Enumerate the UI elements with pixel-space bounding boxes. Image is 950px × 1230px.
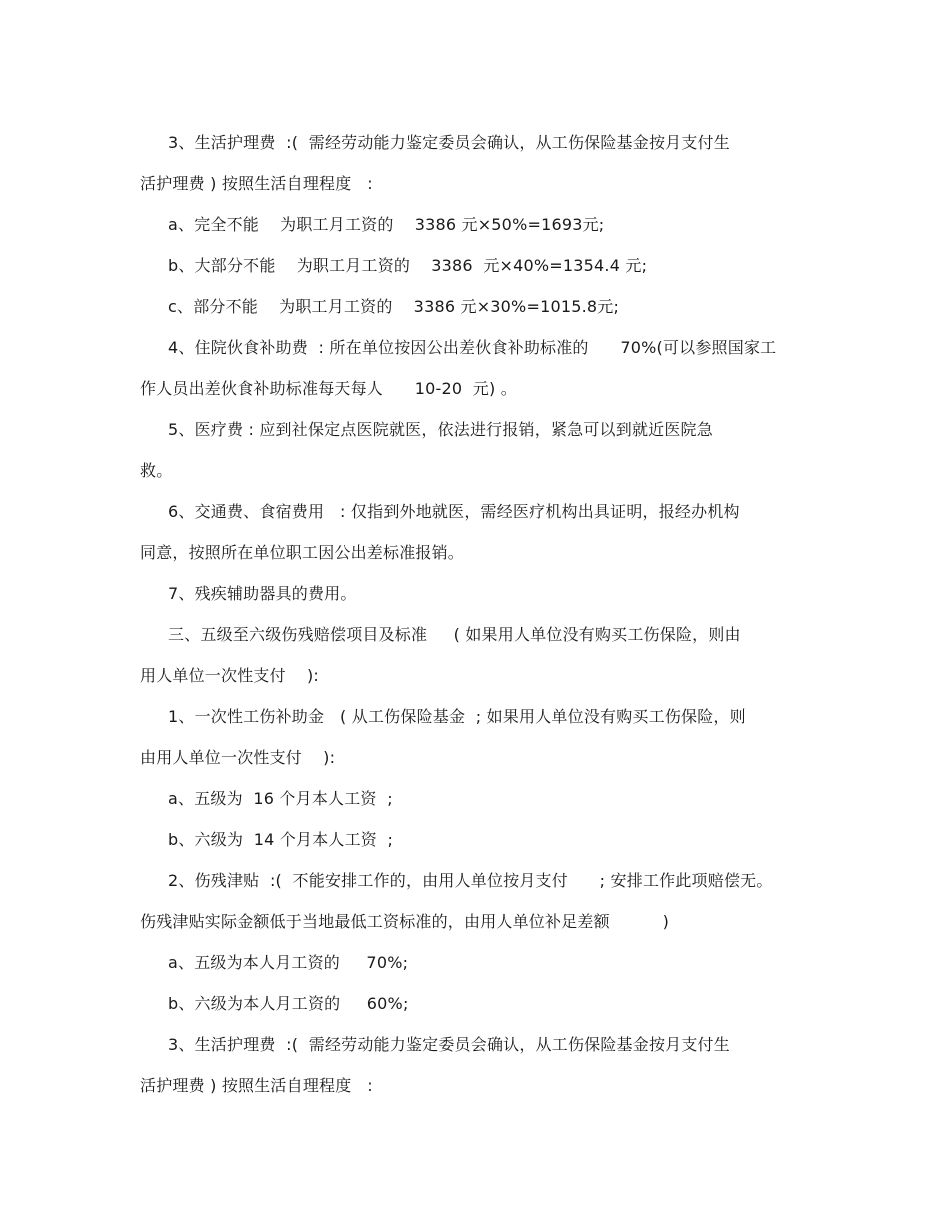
paragraph-line: 作人员出差伙食补助标准每天每人 10-20 元) 。	[140, 379, 517, 398]
list-item: b、六级为 14 个月本人工资 ;	[168, 830, 394, 849]
list-item: c、部分不能 为职工月工资的 3386 元×30%=1015.8元;	[168, 297, 620, 316]
paragraph-line: 活护理费 ) 按照生活自理程度 :	[140, 1076, 373, 1095]
list-item: a、五级为 16 个月本人工资 ;	[168, 789, 393, 808]
paragraph-line: 1、一次性工伤补助金 ( 从工伤保险基金 ; 如果用人单位没有购买工伤保险，则	[168, 707, 746, 726]
paragraph-line: 4、住院伙食补助费 : 所在单位按因公出差伙食补助标准的 70%(可以参照国家工	[168, 338, 777, 357]
list-item: a、五级为本人月工资的 70%;	[168, 953, 409, 972]
paragraph-line: 活护理费 ) 按照生活自理程度 :	[140, 174, 373, 193]
paragraph-line: 2、伤残津贴 :( 不能安排工作的，由用人单位按月支付 ; 安排工作此项赔偿无。	[168, 871, 773, 890]
paragraph-line: 6、交通费、食宿费用 : 仅指到外地就医，需经医疗机构出具证明，报经办机构	[168, 502, 740, 521]
list-item: a、完全不能 为职工月工资的 3386 元×50%=1693元;	[168, 215, 605, 234]
paragraph-line: 7、残疾辅助器具的费用。	[168, 584, 357, 603]
list-item: b、六级为本人月工资的 60%;	[168, 994, 409, 1013]
paragraph-line: 伤残津贴实际金额低于当地最低工资标准的，由用人单位补足差额 )	[140, 912, 670, 931]
paragraph-line: 3、生活护理费 :( 需经劳动能力鉴定委员会确认，从工伤保险基金按月支付生	[168, 133, 730, 152]
paragraph-line: 3、生活护理费 :( 需经劳动能力鉴定委员会确认，从工伤保险基金按月支付生	[168, 1035, 730, 1054]
paragraph-line: 用人单位一次性支付 ):	[140, 666, 319, 685]
paragraph-line: 救。	[140, 461, 173, 480]
paragraph-line: 同意，按照所在单位职工因公出差标准报销。	[140, 543, 465, 562]
section-heading: 三、五级至六级伤残赔偿项目及标准 ( 如果用人单位没有购买工伤保险，则由	[168, 625, 741, 644]
paragraph-line: 由用人单位一次性支付 ):	[140, 748, 336, 767]
list-item: b、大部分不能 为职工月工资的 3386 元×40%=1354.4 元;	[168, 256, 648, 275]
paragraph-line: 5、医疗费 : 应到社保定点医院就医，依法进行报销，紧急可以到就近医院急	[168, 420, 713, 439]
